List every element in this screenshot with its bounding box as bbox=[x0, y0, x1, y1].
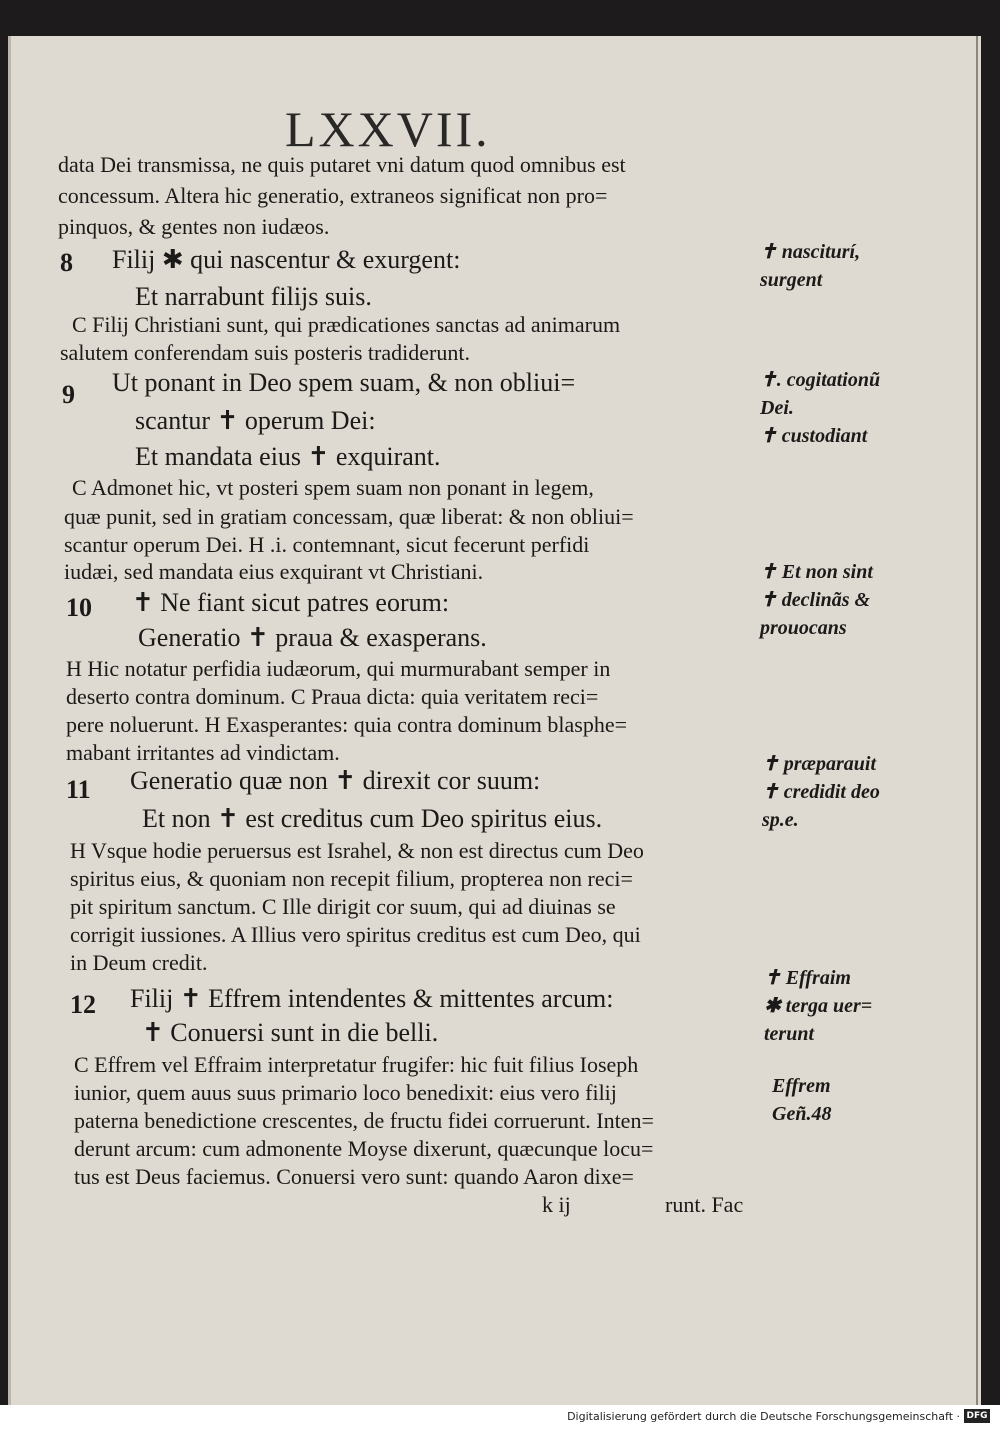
verse-line: ✝ Ne fiant sicut patres eorum: bbox=[132, 588, 450, 617]
text-line: C Effrem vel Effraim interpretatur frugifer: hic fuit filius Ioseph bbox=[74, 1052, 639, 1077]
verse-line: Et non ✝ est creditus cum Deo spiritus eius. bbox=[142, 804, 603, 833]
text-line: scantur operum Dei. H .i. contemnant, sicut fecerunt perfidi bbox=[64, 532, 590, 557]
margin-note: Dei. bbox=[760, 397, 794, 419]
margin-note: ✝ custodiant bbox=[760, 425, 868, 447]
verse-number: 9 bbox=[62, 380, 75, 409]
margin-note: ✝ præparauit bbox=[762, 753, 877, 775]
margin-note: surgent bbox=[760, 269, 823, 291]
text-line: spiritus eius, & quoniam non recepit filium, propterea non reci= bbox=[70, 866, 633, 891]
text-line: pit spiritum sanctum. C Ille dirigit cor suum, qui ad diuinas se bbox=[70, 894, 616, 919]
verse-line: Filij ✱ qui nascentur & exurgent: bbox=[112, 245, 461, 274]
text-line: pere noluerunt. H Exasperantes: quia contra dominum blasphe= bbox=[66, 712, 628, 737]
verse-number: 11 bbox=[66, 775, 91, 804]
margin-note: Geñ.48 bbox=[772, 1103, 832, 1125]
text-line: tus est Deus faciemus. Conuersi vero sunt: quando Aaron dixe= bbox=[74, 1164, 634, 1189]
margin-note: Effrem bbox=[772, 1075, 831, 1097]
verse-line: Generatio quæ non ✝ direxit cor suum: bbox=[130, 766, 541, 795]
verse-number: 12 bbox=[70, 990, 96, 1019]
signature-mark: k ij bbox=[542, 1192, 571, 1217]
margin-note: ✝ credidit deo bbox=[762, 781, 880, 803]
text-line: iudæi, sed mandata eius exquirant vt Christiani. bbox=[64, 559, 484, 584]
margin-note: ✝. cogitationũ bbox=[760, 369, 881, 391]
text-line: data Dei transmissa, ne quis putaret vni datum quod omnibus est bbox=[58, 152, 626, 177]
verse-number: 8 bbox=[60, 248, 73, 277]
text-line: corrigit iussiones. A Illius vero spiritus creditus est cum Deo, qui bbox=[70, 922, 641, 947]
verse-line: Generatio ✝ praua & exasperans. bbox=[138, 623, 487, 652]
text-line: C Admonet hic, vt posteri spem suam non ponant in legem, bbox=[72, 475, 594, 500]
catchword: runt. Fac bbox=[665, 1192, 744, 1217]
margin-note: ✝ Et non sint bbox=[760, 561, 873, 583]
text-line: concessum. Altera hic generatio, extraneos significat non pro= bbox=[58, 183, 608, 208]
margin-note: sp.e. bbox=[762, 809, 799, 831]
verse-number: 10 bbox=[66, 593, 92, 622]
margin-note: ✝ declinãs & bbox=[760, 589, 871, 611]
text-line: paterna benedictione crescentes, de fructu fidei corruerunt. Inten= bbox=[74, 1108, 654, 1133]
text-line: H Vsque hodie peruersus est Israhel, & non est directus cum Deo bbox=[70, 838, 644, 863]
text-line: deserto contra dominum. C Praua dicta: quia veritatem reci= bbox=[66, 684, 599, 709]
text-line: iunior, quem auus suus primario loco benedixit: eius vero filij bbox=[74, 1080, 617, 1105]
margin-note: ✝ Effraim bbox=[764, 967, 851, 989]
digitization-credit: Digitalisierung gefördert durch die Deutsche Forschungsgemeinschaft · bbox=[567, 1410, 960, 1423]
margin-note: prouocans bbox=[760, 617, 847, 639]
text-line: pinquos, & gentes non iudæos. bbox=[58, 214, 330, 239]
margin-note: terunt bbox=[764, 1023, 815, 1045]
page-edge bbox=[976, 36, 978, 1405]
page-number: LXXVII. bbox=[285, 101, 491, 157]
text-line: derunt arcum: cum admonente Moyse dixerunt, quæcunque locu= bbox=[74, 1136, 654, 1161]
text-line: C Filij Christiani sunt, qui prædicationes sanctas ad animarum bbox=[72, 312, 621, 337]
dfg-logo: DFG bbox=[964, 1409, 990, 1423]
verse-line: Et narrabunt filijs suis. bbox=[135, 282, 372, 311]
text-line: quæ punit, sed in gratiam concessam, quæ liberat: & non obliui= bbox=[64, 504, 634, 529]
verse-line: Filij ✝ Effrem intendentes & mittentes arcum: bbox=[130, 984, 614, 1013]
text-line: salutem conferendam suis posteris tradiderunt. bbox=[60, 340, 470, 365]
margin-note: ✝ nasciturí, bbox=[760, 241, 861, 263]
text-line: mabant irritantes ad vindictam. bbox=[66, 740, 340, 765]
verse-line: Et mandata eius ✝ exquirant. bbox=[135, 442, 441, 471]
verse-line: scantur ✝ operum Dei: bbox=[135, 406, 376, 435]
text-line: H Hic notatur perfidia iudæorum, qui murmurabant semper in bbox=[66, 656, 611, 681]
margin-note: ✱ terga uer= bbox=[764, 995, 873, 1017]
verse-line: ✝ Conuersi sunt in die belli. bbox=[142, 1018, 439, 1047]
text-line: in Deum credit. bbox=[70, 950, 208, 975]
verse-line: Ut ponant in Deo spem suam, & non obliui= bbox=[112, 368, 576, 397]
